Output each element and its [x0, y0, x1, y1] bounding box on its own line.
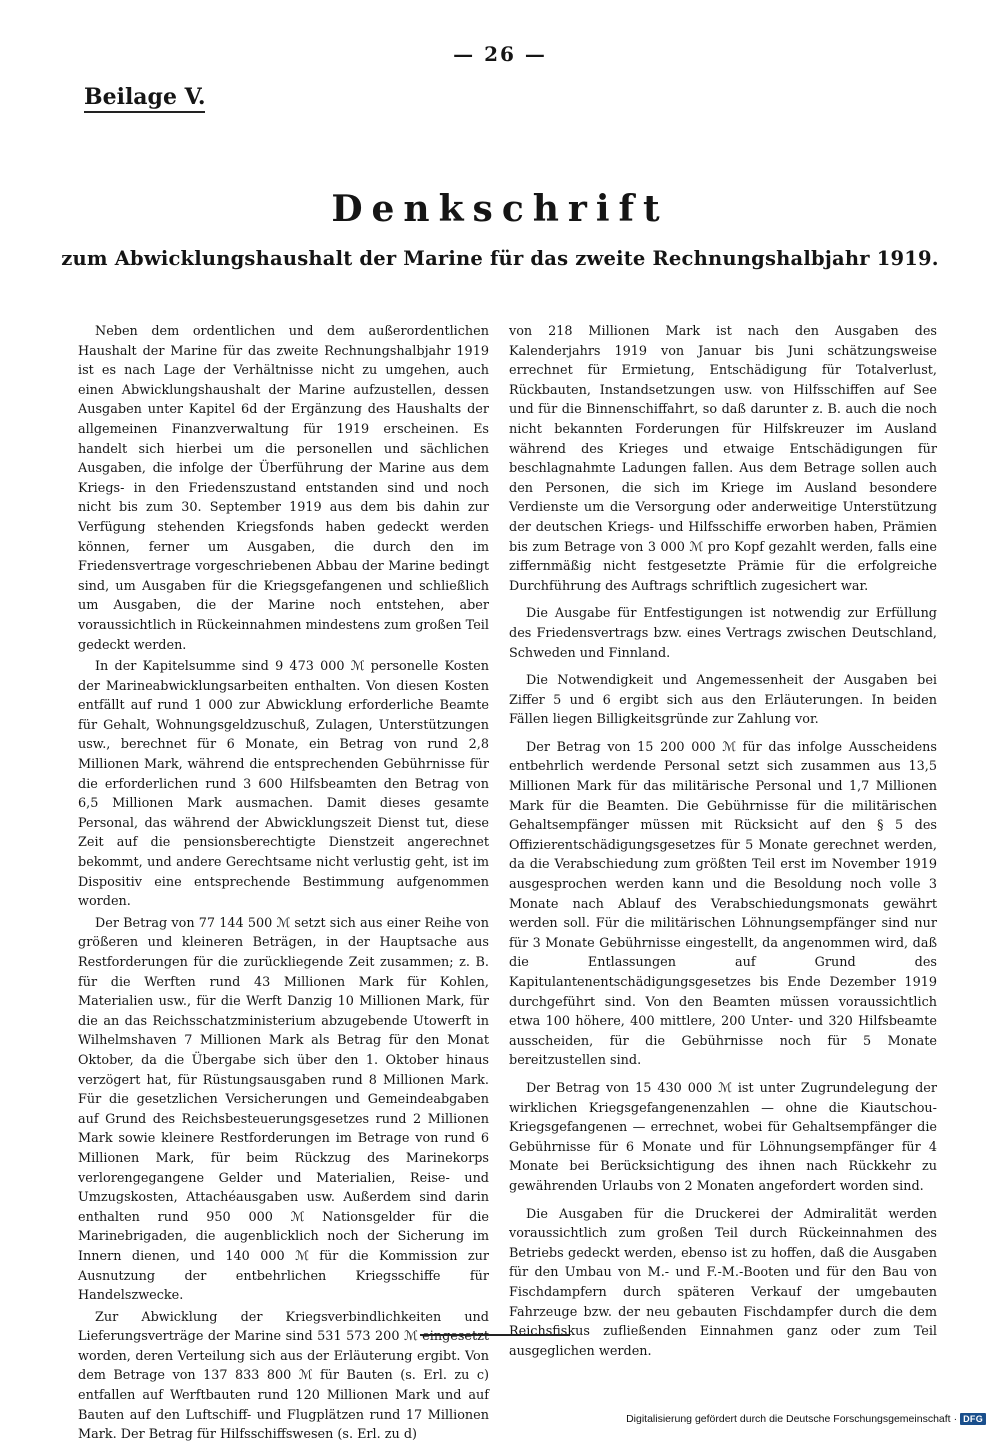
paragraph: Der Betrag von 15 200 000 ℳ für das infolge Ausscheidens entbehrlich werdende Personal setzt sich zusammen aus 13,5 Millionen Mark für das militärische Personal und 1,7 Millionen Mark für die Beamten. Die Gebührnisse für die militärischen Gehaltsempfänger müssen mit Rücksicht auf den § 5 des Offizierentschädigungsgesetzes für 5 Monate gerechnet werden, da die Verabschiedung zum größten Teil erst im November 1919 ausgesprochen werden kann und die Besoldung noch volle 3 Monate nach Ablauf des Verabschiedungsmonats gewährt werden soll. Für die militärischen Löhnungsempfänger sind nur für 3 Monate Gebührnisse eingestellt, da angenommen wird, daß die Entlassungen auf Grund des Kapitulantenentschädigungsgesetzes bis Ende Dezember 1919 durchgeführt sind. Von den Beamten müssen voraussichtlich etwa 100 höhere, 400 mittlere, 200 Unter- und 320 Hilfsbeamte ausscheiden, für die Gebührnisse noch für 5 Monate bereitzustellen sind.	[509, 739, 937, 1069]
page-number: — 26 —	[453, 42, 547, 66]
left-column	[78, 322, 489, 1445]
paragraph: Zur Abwicklung der Kriegsverbindlichkeiten und Lieferungsverträge der Marine sind 531 573 200 ℳ eingesetzt worden, deren Verteilung sich aus der Erläuterung ergibt. Von dem Betrage von 137 833 800 ℳ für Bauten (s. Erl. zu c) entfallen auf Werftbauten rund 120 Millionen Mark und auf Bauten auf den Luftschiff- und Flugplätzen rund 17 Millionen Mark. Der Betrag für Hilfsschiffswesen (s. Erl. zu d)	[78, 1309, 489, 1443]
footer-text: Digitalisierung gefördert durch die Deutsche Forschungsgemeinschaft	[626, 1413, 951, 1425]
document-subtitle: zum Abwicklungshaushalt der Marine für das zweite Rechnungshalbjahr 1919.	[61, 247, 939, 270]
paragraph: In der Kapitelsumme sind 9 473 000 ℳ personelle Kosten der Marineabwicklungsarbeiten enthalten. Von diesen Kosten entfällt auf rund 1 000 zur Abwicklung erforderliche Beamte für Gehalt, Wohnungsgeldzuschuß, Zulagen, Unterstützungen usw., berechnet für 6 Monate, ein Betrag von rund 2,8 Millionen Mark, während die entsprechenden Gebührnisse für die erforderlichen rund 3 600 Hilfsbeamten den Betrag von 6,5 Millionen Mark ausmachen. Damit dieses gesamte Personal, das während der Abwicklungszeit Dienst tut, diese Zeit auf die pensionsberechtigte Dienstzeit angerechnet bekommt, und andere Gerechtsame nicht verlustig geht, ist im Dispositiv eine entsprechende Bestimmung aufgenommen worden.	[78, 659, 489, 910]
paragraph: Die Ausgaben für die Druckerei der Admiralität werden voraussichtlich zum großen Teil durch Rückeinnahmen des Betriebs gedeckt werden, ebenso ist zu hoffen, daß die Ausgaben für den Umbau von M.- und F.-M.-Booten und für den Bau von Fischdampfern durch späteren Verkauf der umgebauten Fahrzeuge bzw. der neu gebauten Fischdampfer durch die dem Reichsfiskus zufließenden Einnahmen ganz oder zum Teil ausgeglichen werden.	[509, 1206, 937, 1359]
paragraph: Die Notwendigkeit und Angemessenheit der Ausgaben bei Ziffer 5 und 6 ergibt sich aus den Erläuterungen. In beiden Fällen liegen Billigkeitsgründe zur Zahlung vor.	[509, 673, 937, 728]
end-rule	[420, 1334, 570, 1336]
appendix-label: Beilage V.	[84, 84, 205, 113]
separator-dot: ·	[953, 1413, 958, 1425]
document-title: Denkschrift	[331, 188, 669, 230]
dfg-logo: DFG	[960, 1413, 986, 1425]
right-column	[509, 322, 937, 1361]
paragraph: Der Betrag von 77 144 500 ℳ setzt sich aus einer Reihe von größeren und kleineren Beträgen, in der Hauptsache aus Restforderungen für die zurückliegende Zeit zusammen; z. B. für die Werften rund 43 Millionen Mark für Kohlen, Materialien usw., für die Werft Danzig 10 Millionen Mark, für die an das Reichsschatzministerium abzugebende Utowerft in Wilhelmshaven 7 Millionen Mark als Betrag für den Monat Oktober, da die Übergabe sich über den 1. Oktober hinaus verzögert hat, für Rüstungsausgaben rund 8 Millionen Mark. Für die gesetzlichen Versicherungen und Gemeindeabgaben auf Grund des Reichsbesteuerungsgesetzes rund 2 Millionen Mark sowie kleinere Restforderungen im Betrage von rund 6 Millionen Mark, für beim Rückzug des Marinekorps verlorengegangene Gelder und Materialien, Reise- und Umzugskosten, Attachéausgaben usw. Außerdem sind darin enthalten rund 950 000 ℳ Nationsgelder für die Marinebrigaden, die augenblicklich noch der Sicherung im Innern dienen, und 140 000 ℳ für die Kommission zur Ausnutzung der entbehrlichen Kriegsschiffe für Handelszwecke.	[78, 915, 489, 1304]
digitization-footer	[626, 1413, 986, 1425]
paragraph-continued: von 218 Millionen Mark ist nach den Ausgaben des Kalenderjahrs 1919 von Januar bis Juni schätzungsweise errechnet für Ermietung, Entschädigung für Totalverlust, Rückbauten, Instandsetzungen usw. von Hilfsschiffen auf See und für die Binnenschiffahrt, so daß darunter z. B. auch die noch nicht bekannten Forderungen für Hilfskreuzer im Ausland während des Krieges und etwaige Entschädigungen für beschlagnahmte Ladungen fallen. Aus dem Betrage sollen auch den Personen, die sich im Kriege im Ausland besondere Verdienste um die Versorgung oder anderweitige Unterstützung der deutschen Kriegs- und Hilfsschiffe erworben haben, Prämien bis zum Betrage von 3 000 ℳ pro Kopf gezahlt werden, falls eine ziffernmäßig nicht festgesetzte Prämie für die erfolgreiche Durchführung des Auftrags schriftlich zugesichert war.	[509, 324, 937, 594]
paragraph: Neben dem ordentlichen und dem außerordentlichen Haushalt der Marine für das zweite Rechnungshalbjahr 1919 ist es nach Lage der Verhältnisse nicht zu umgehen, auch einen Abwicklungshaushalt der Marine aufzustellen, dessen Ausgaben unter Kapitel 6d der Ergänzung des Haushalts der allgemeinen Finanzverwaltung für 1919 erscheinen. Es handelt sich hierbei um die personellen und sächlichen Ausgaben, die infolge der Überführung der Marine aus dem Kriegs- in den Friedenszustand entstanden sind und noch nicht bis zum 30. September 1919 aus dem bis dahin zur Verfügung stehenden Kriegsfonds haben gedeckt werden können, ferner um Ausgaben, die durch den im Friedensvertrage vorgeschriebenen Abbau der Marine bedingt sind, um Ausgaben für die Kriegsgefangenen und schließlich um Ausgaben, die der Marine noch entstehen, aber voraussichtlich in Rückeinnahmen mindestens zum großen Teil gedeckt werden.	[78, 324, 489, 653]
paragraph: Der Betrag von 15 430 000 ℳ ist unter Zugrundelegung der wirklichen Kriegsgefangenenzahlen — ohne die Kiautschou-Kriegsgefangenen — errechnet, wobei für Gehaltsempfänger die Gebührnisse für 6 Monate und für Löhnungsempfänger für 4 Monate bei Berücksichtigung des ihnen nach Rückkehr zu gewährenden Urlaubs von 2 Monaten angefordert worden sind.	[509, 1080, 937, 1194]
paragraph: Die Ausgabe für Entfestigungen ist notwendig zur Erfüllung des Friedensvertrags bzw. eines Vertrags zwischen Deutschland, Schweden und Finnland.	[509, 606, 937, 661]
